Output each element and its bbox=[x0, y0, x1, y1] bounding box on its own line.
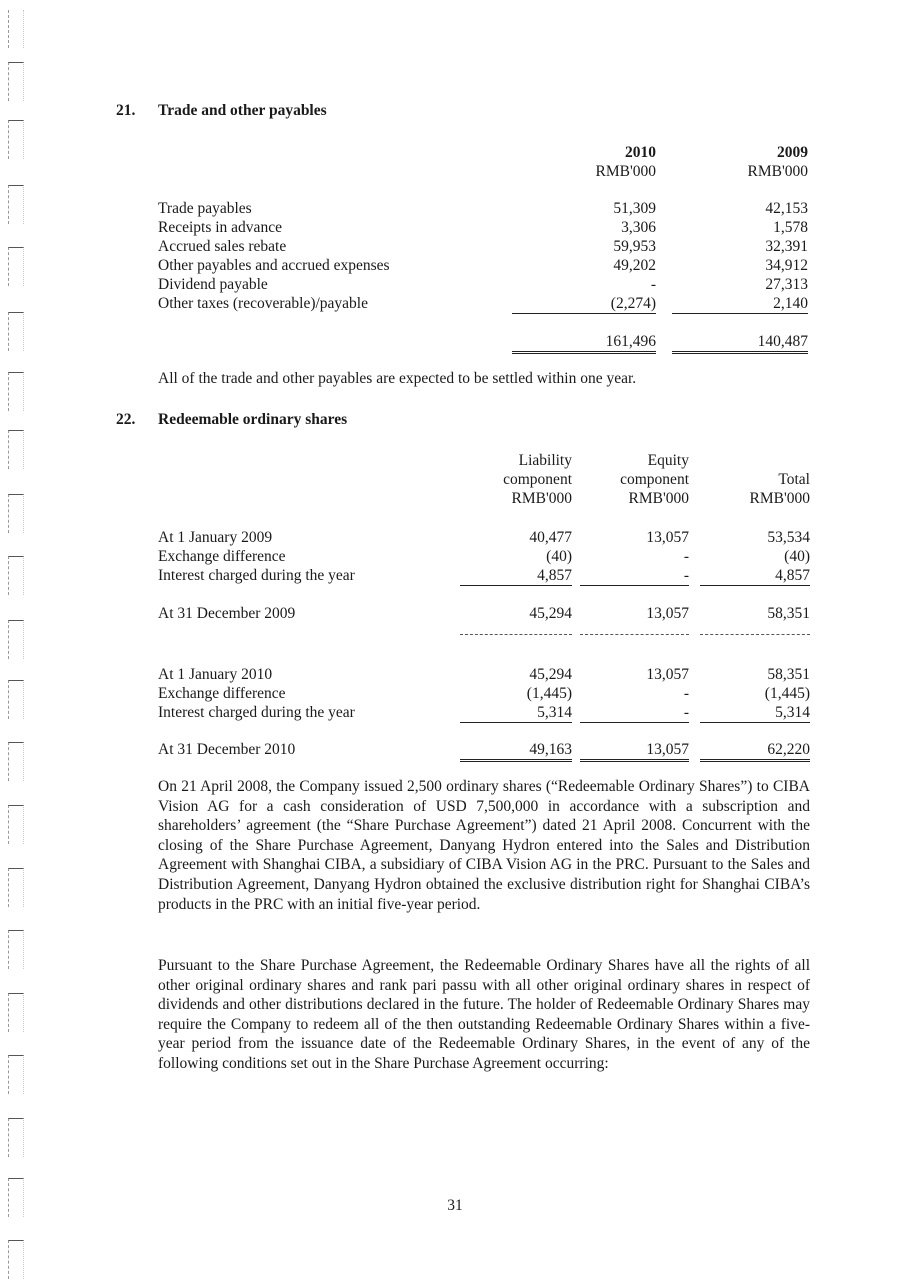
column-header-2009-year: 2009 bbox=[777, 144, 808, 161]
row-label: Interest charged during the year bbox=[158, 567, 355, 584]
row-label: At 31 December 2009 bbox=[158, 605, 296, 622]
equity-value: - bbox=[683, 548, 689, 565]
equity-value: 13,057 bbox=[646, 605, 689, 622]
equity-value: - bbox=[580, 703, 689, 723]
paragraph-share-issuance: On 21 April 2008, the Company issued 2,500 ordinary shares (“Redeemable Ordinary Shares”) to CIBA Vision AG for a cash consideration of USD 7,500,000 in accordance with a subscription and shareholders’ agreement (the “Share Purchase Agreement”) dated 21 April 2008. Concurrent with the closing of the Share Purchase Agreement, Danyang Hydron entered into the Sales and Distribution Agreement with Shanghai CIBA, a subsidiary of CIBA Vision AG in the PRC. Pursuant to the Sales and Distribution Agreement, Danyang Hydron obtained the exclusive distribution right for Shanghai CIBA’s products in the PRC with an initial five-year period. bbox=[158, 778, 810, 913]
table-row bbox=[158, 566, 810, 585]
total-2010: 161,496 bbox=[512, 332, 656, 354]
equity-value: - bbox=[580, 566, 689, 586]
total-value: 58,351 bbox=[767, 666, 810, 683]
binding-mark bbox=[8, 312, 24, 351]
liability-value: 40,477 bbox=[529, 529, 572, 546]
equity-value: - bbox=[683, 685, 689, 702]
value-2010: (2,274) bbox=[512, 294, 656, 314]
binding-mark bbox=[8, 1118, 24, 1157]
table-row bbox=[158, 294, 810, 313]
binding-mark bbox=[8, 1055, 24, 1094]
table-row bbox=[158, 199, 810, 218]
column-header-liability-unit: RMB'000 bbox=[511, 490, 572, 507]
value-2010: 49,202 bbox=[613, 257, 656, 274]
total-value: 5,314 bbox=[700, 703, 810, 723]
section-title: Trade and other payables bbox=[158, 102, 327, 119]
binding-mark bbox=[8, 556, 24, 595]
dashed-divider bbox=[460, 634, 572, 635]
value-2010: - bbox=[650, 276, 656, 293]
row-label: Other taxes (recoverable)/payable bbox=[158, 295, 368, 312]
table-row bbox=[158, 218, 810, 237]
page-number: 31 bbox=[447, 1197, 463, 1214]
value-2009: 34,912 bbox=[765, 257, 808, 274]
row-label: Exchange difference bbox=[158, 685, 286, 702]
row-label: Interest charged during the year bbox=[158, 704, 355, 721]
payables-note: All of the trade and other payables are expected to be settled within one year. bbox=[158, 370, 637, 387]
row-label: Receipts in advance bbox=[158, 219, 282, 236]
table-row bbox=[158, 256, 810, 275]
binding-mark bbox=[8, 120, 24, 159]
binding-mark bbox=[8, 494, 24, 533]
value-2009: 27,313 bbox=[765, 276, 808, 293]
equity-value: 13,057 bbox=[580, 740, 689, 762]
binding-margin bbox=[8, 0, 30, 1287]
value-2009: 32,391 bbox=[765, 238, 808, 255]
column-header-2010-unit: RMB'000 bbox=[595, 163, 656, 180]
binding-mark bbox=[8, 247, 24, 286]
column-header-equity-line2: component bbox=[620, 471, 689, 488]
binding-mark bbox=[8, 930, 24, 969]
section-22-heading bbox=[116, 411, 347, 429]
table-row bbox=[158, 684, 810, 703]
binding-mark bbox=[8, 372, 24, 411]
column-header-liability-line1: Liability bbox=[518, 452, 572, 469]
binding-mark bbox=[8, 993, 24, 1032]
binding-mark bbox=[8, 430, 24, 469]
total-value: (1,445) bbox=[764, 685, 810, 702]
row-label: Other payables and accrued expenses bbox=[158, 257, 390, 274]
column-header-liability-line2: component bbox=[503, 471, 572, 488]
liability-value: 45,294 bbox=[529, 605, 572, 622]
binding-mark bbox=[8, 620, 24, 659]
table-row bbox=[158, 237, 810, 256]
section-number: 22. bbox=[116, 411, 136, 428]
liability-value: 45,294 bbox=[529, 666, 572, 683]
row-label: Dividend payable bbox=[158, 276, 268, 293]
section-number: 21. bbox=[116, 102, 136, 119]
value-2010: 59,953 bbox=[613, 238, 656, 255]
binding-mark bbox=[8, 185, 24, 224]
liability-value: (40) bbox=[546, 548, 572, 565]
column-header-equity-unit: RMB'000 bbox=[628, 490, 689, 507]
table-row bbox=[158, 665, 810, 684]
table-row bbox=[158, 703, 810, 722]
row-label: At 1 January 2009 bbox=[158, 529, 273, 546]
table-row bbox=[158, 604, 810, 623]
value-2009: 2,140 bbox=[672, 294, 808, 314]
column-header-2010-year: 2010 bbox=[625, 144, 656, 161]
total-value: 62,220 bbox=[700, 740, 810, 762]
binding-mark bbox=[8, 868, 24, 907]
row-label: Exchange difference bbox=[158, 548, 286, 565]
binding-mark bbox=[8, 805, 24, 844]
column-header-total-line2: Total bbox=[778, 471, 810, 488]
table-row bbox=[158, 740, 810, 759]
value-2010: 3,306 bbox=[621, 219, 656, 236]
binding-mark bbox=[8, 62, 24, 101]
dashed-divider bbox=[580, 634, 689, 635]
total-row bbox=[158, 332, 810, 351]
equity-value: 13,057 bbox=[646, 529, 689, 546]
binding-mark bbox=[8, 742, 24, 781]
table-row bbox=[158, 275, 810, 294]
column-header-total-unit: RMB'000 bbox=[749, 490, 810, 507]
equity-value: 13,057 bbox=[646, 666, 689, 683]
binding-mark bbox=[8, 10, 24, 48]
total-value: 53,534 bbox=[767, 529, 810, 546]
section-title: Redeemable ordinary shares bbox=[158, 411, 348, 428]
total-value: 58,351 bbox=[767, 605, 810, 622]
row-label: At 31 December 2010 bbox=[158, 741, 296, 758]
value-2010: 51,309 bbox=[613, 200, 656, 217]
total-value: (40) bbox=[784, 548, 810, 565]
dashed-divider bbox=[700, 634, 810, 635]
total-value: 4,857 bbox=[700, 566, 810, 586]
binding-mark bbox=[8, 1240, 24, 1279]
paragraph-redemption-rights: Pursuant to the Share Purchase Agreement, the Redeemable Ordinary Shares have all the rights of all other original ordinary shares and rank pari passu with all other original ordinary shares in respect of dividends and other distributions declared in the future. The holder of Redeemable Ordinary Shares may require the Company to redeem all of the then outstanding Redeemable Ordinary Shares within a five-year period from the issuance date of the Redeemable Ordinary Shares, in the event of any of the following conditions set out in the Share Purchase Agreement occurring: bbox=[158, 957, 810, 1072]
row-label: Trade payables bbox=[158, 200, 252, 217]
table-row bbox=[158, 547, 810, 566]
table-row bbox=[158, 528, 810, 547]
row-label: At 1 January 2010 bbox=[158, 666, 273, 683]
liability-value: 49,163 bbox=[460, 740, 572, 762]
binding-mark bbox=[8, 680, 24, 719]
row-label: Accrued sales rebate bbox=[158, 238, 287, 255]
column-header-2009-unit: RMB'000 bbox=[747, 163, 808, 180]
liability-value: 4,857 bbox=[460, 566, 572, 586]
value-2009: 42,153 bbox=[765, 200, 808, 217]
section-21-heading bbox=[116, 102, 327, 120]
total-2009: 140,487 bbox=[672, 332, 808, 354]
value-2009: 1,578 bbox=[773, 219, 808, 236]
liability-value: (1,445) bbox=[526, 685, 572, 702]
column-header-equity-line1: Equity bbox=[647, 452, 689, 469]
liability-value: 5,314 bbox=[460, 703, 572, 723]
